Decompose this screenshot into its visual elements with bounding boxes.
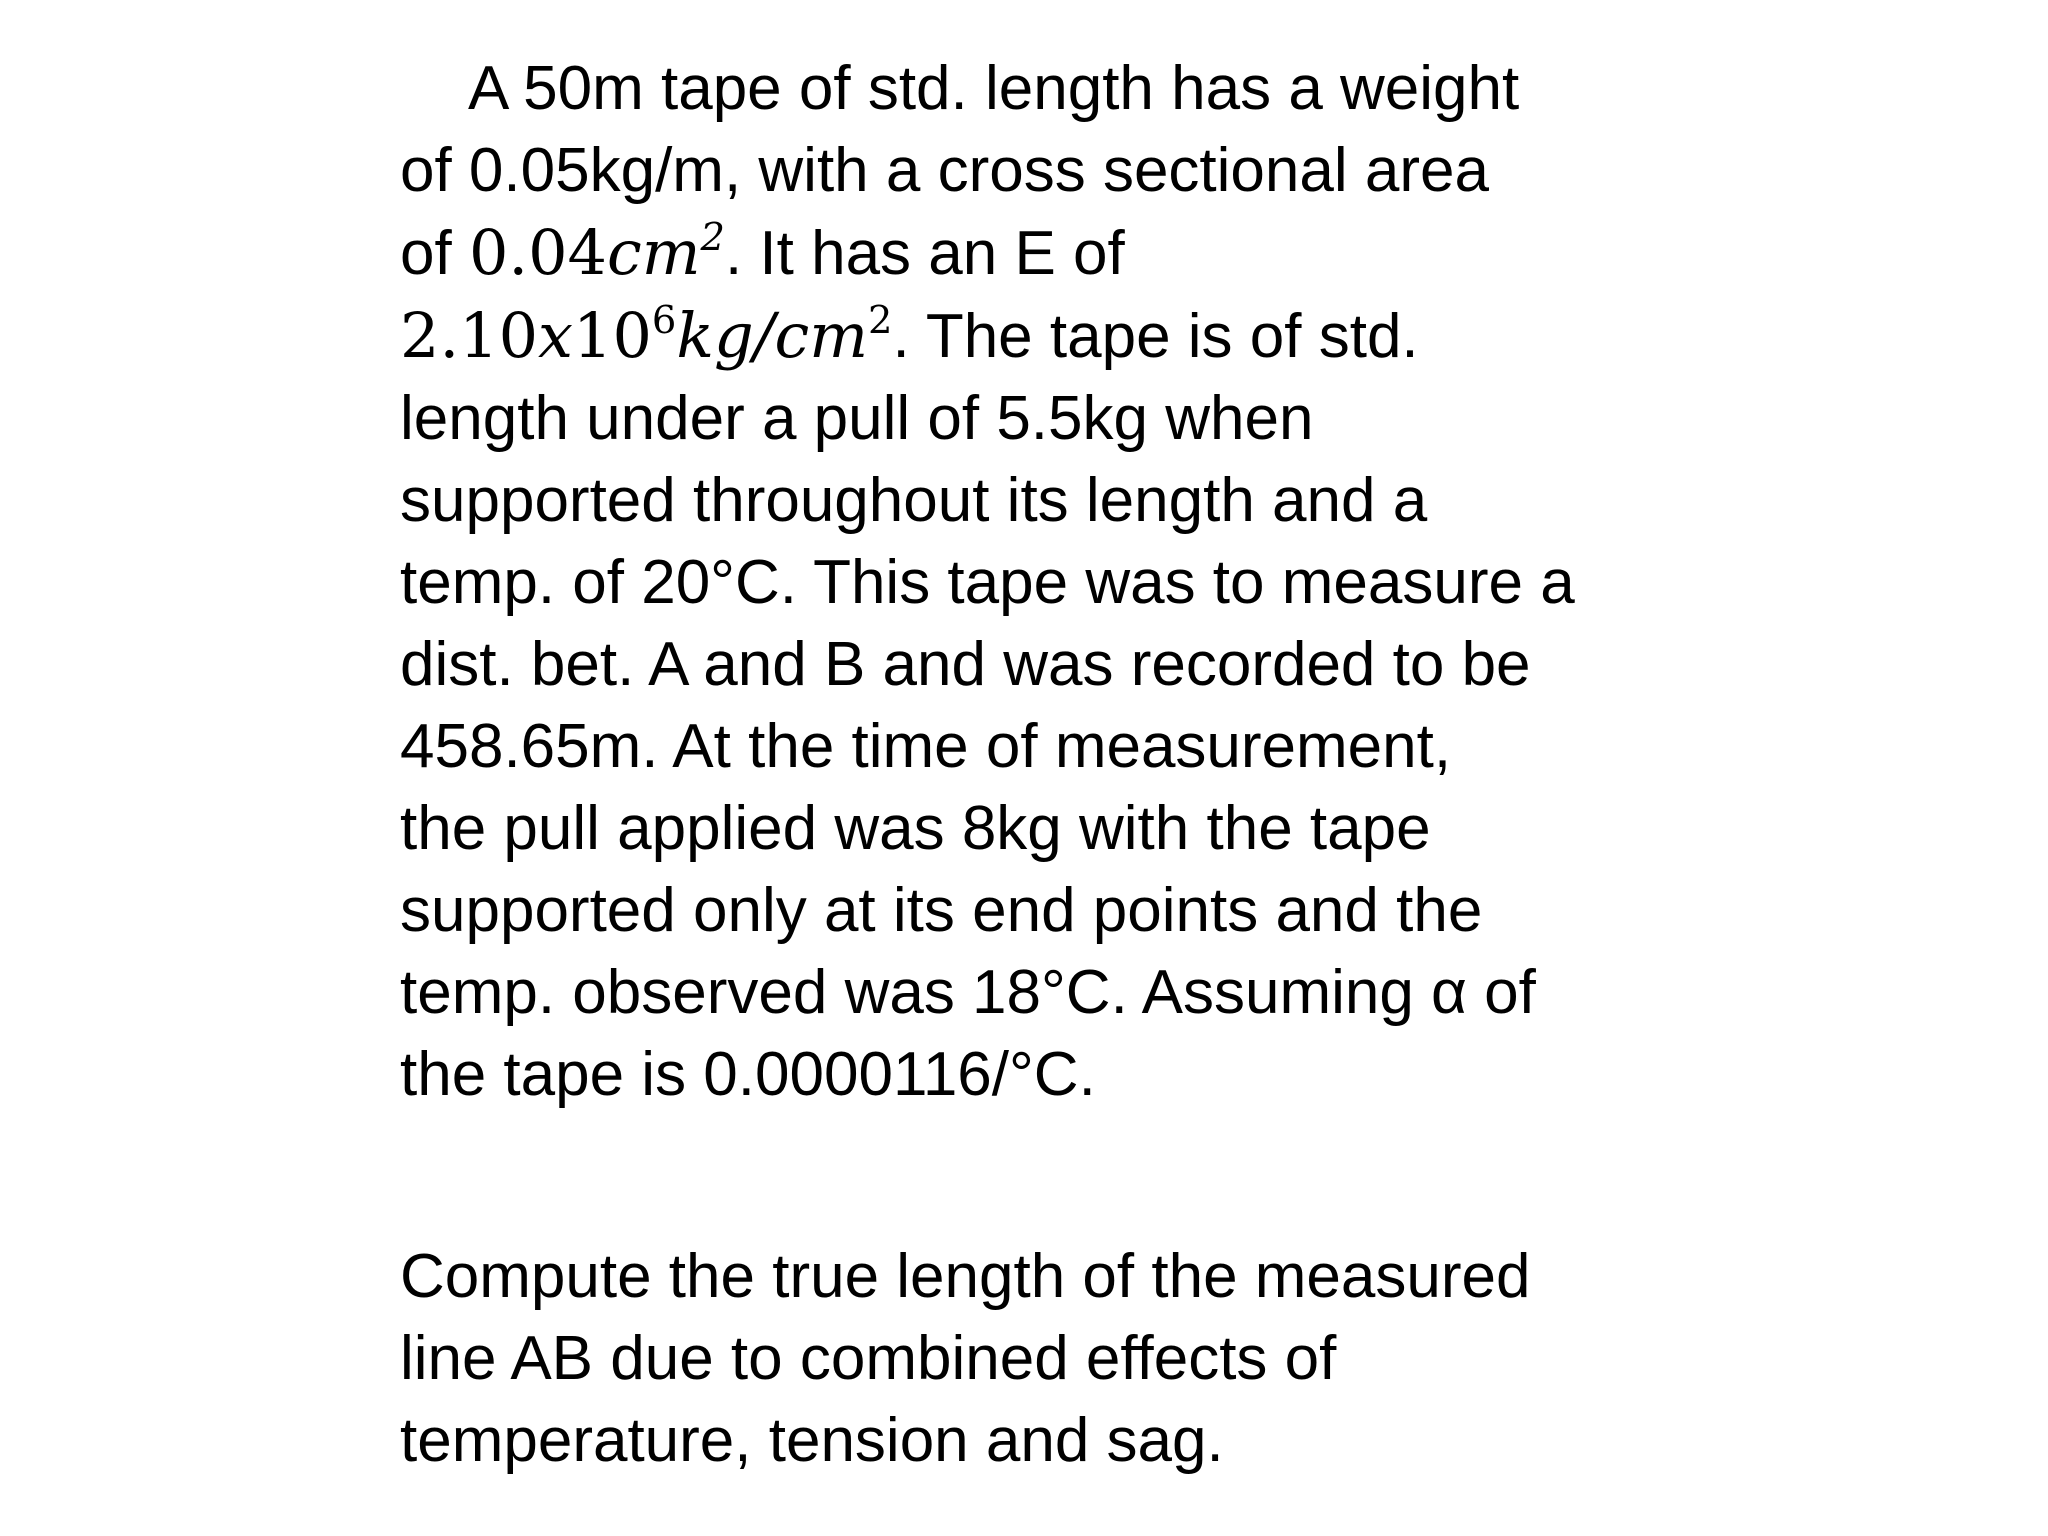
- text-run: . It has an E of: [724, 219, 1125, 288]
- problem-line: dist. bet. A and B and was recorded to be: [400, 630, 1531, 699]
- problem-line: the tape is 0.0000116/°C.: [400, 1040, 1096, 1109]
- area-unit: cm: [606, 216, 701, 289]
- problem-statement: [400, 48, 1660, 1116]
- problem-line-modulus: [400, 295, 1660, 378]
- problem-line: of 0.05kg/m, with a cross sectional area: [400, 136, 1489, 205]
- area-exponent: 2: [700, 215, 725, 261]
- modulus-value: [400, 299, 893, 372]
- modulus-unit-exponent: 2: [868, 298, 893, 344]
- modulus-times: x: [538, 299, 574, 372]
- problem-line: 458.65m. At the time of measurement,: [400, 712, 1452, 781]
- problem-line: temp. observed was 18°C. Assuming α of: [400, 958, 1536, 1027]
- question-line: temperature, tension and sag.: [400, 1406, 1224, 1475]
- problem-line: temp. of 20°C. This tape was to measure a: [400, 548, 1575, 617]
- question-line: Compute the true length of the measured: [400, 1242, 1531, 1311]
- modulus-exponent: 6: [651, 298, 677, 344]
- problem-line: supported throughout its length and a: [400, 466, 1428, 535]
- text-run: of: [400, 219, 469, 288]
- problem-line: the pull applied was 8kg with the tape: [400, 794, 1431, 863]
- problem-line: A 50m tape of std. length has a weight: [468, 54, 1520, 123]
- problem-line: supported only at its end points and the: [400, 876, 1483, 945]
- area-number: 0.04: [468, 216, 607, 289]
- question-statement: [400, 1236, 1660, 1482]
- problem-line-area: [400, 212, 1660, 295]
- modulus-base: 10: [573, 299, 652, 372]
- modulus-unit: kg/cm: [676, 299, 869, 372]
- question-line: line AB due to combined effects of: [400, 1324, 1337, 1393]
- problem-line: length under a pull of 5.5kg when: [400, 384, 1314, 453]
- text-run: . The tape is of std.: [892, 302, 1419, 371]
- modulus-number: 2.10: [400, 299, 539, 372]
- area-value: [469, 216, 725, 289]
